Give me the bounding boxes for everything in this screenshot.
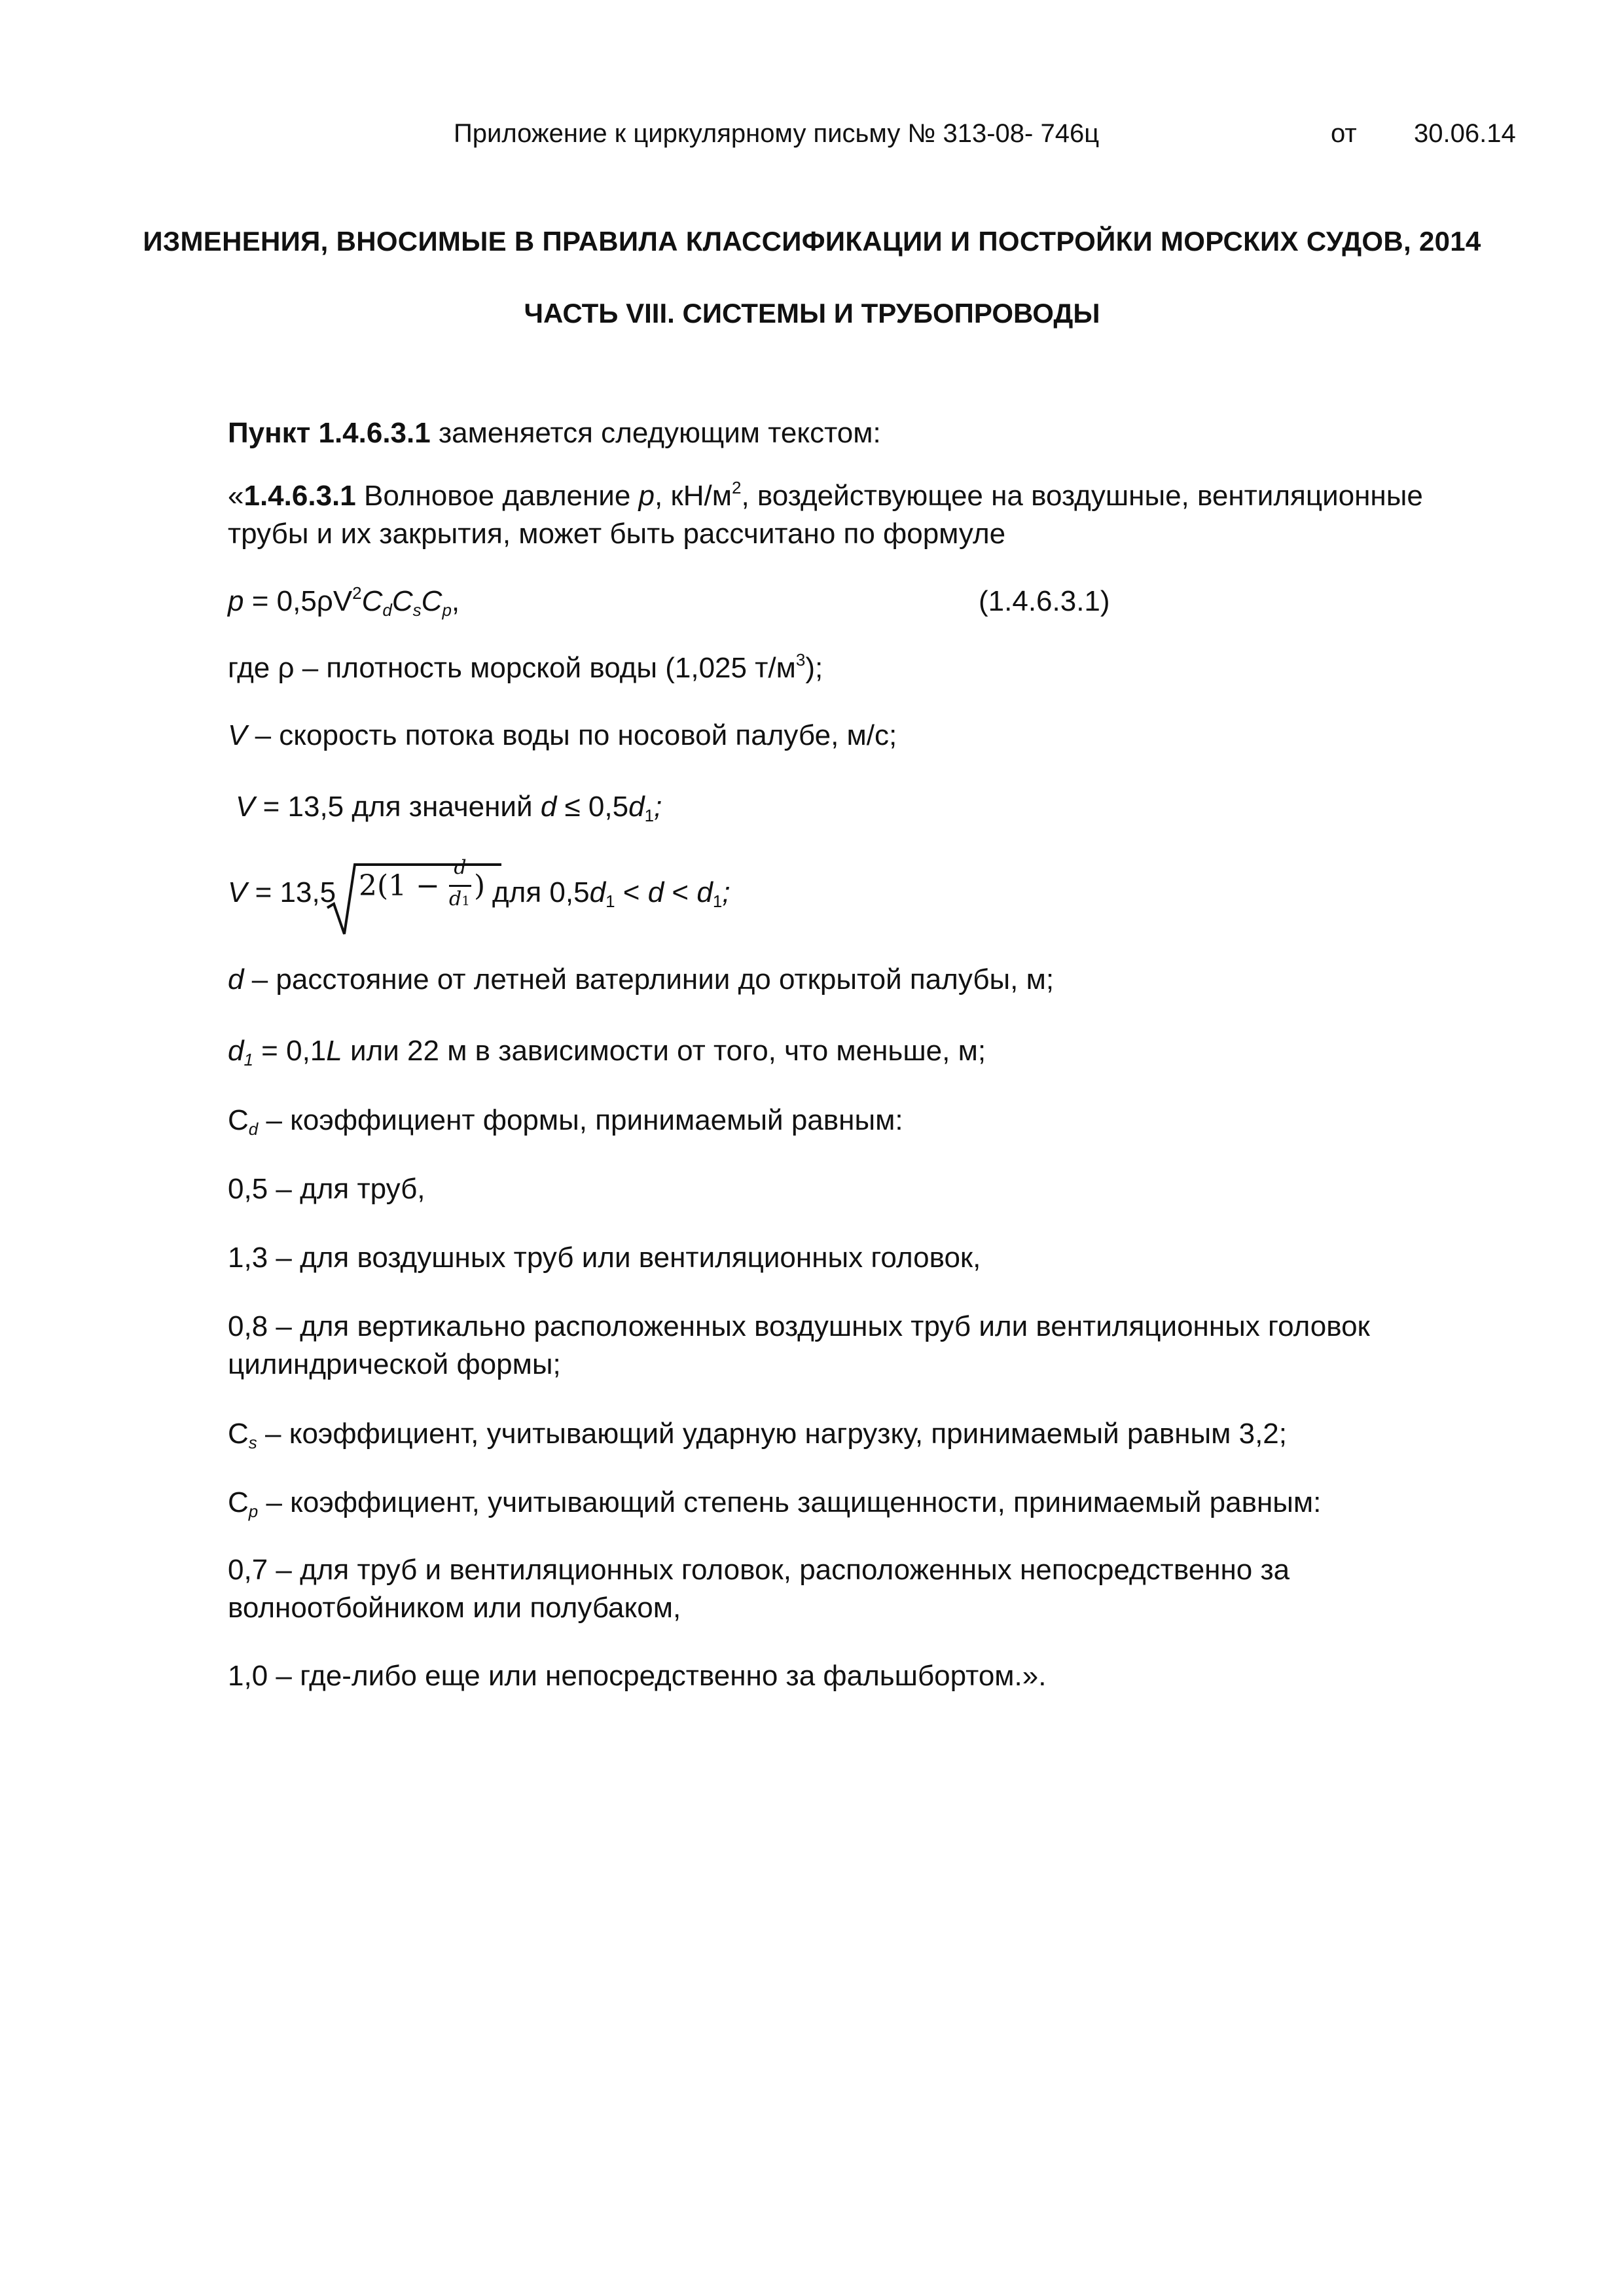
- cd-value-3: 0,8 – для вертикально расположенных воздушных труб или вентиляционных головок: [228, 1310, 1370, 1342]
- v1-sub: 1: [644, 806, 655, 825]
- v-text: – скорость потока воды по носовой палубе, м/с;: [247, 719, 897, 751]
- v2-eq: = 13,5: [247, 876, 336, 908]
- clause-text-unit: , кН/м: [655, 480, 732, 512]
- v1-var: V: [236, 791, 255, 823]
- v2-end: ;: [722, 876, 731, 908]
- formula-eq: = 0,5ρV: [244, 585, 353, 617]
- formula-sup: 2: [352, 583, 362, 603]
- formula-p: p: [228, 585, 244, 617]
- v-case-2-lead: [228, 872, 336, 913]
- sqrt-lead: 2(1 −: [359, 869, 441, 903]
- cs-text: – коэффициент, учитывающий ударную нагрузку, принимаемый равным 3,2;: [257, 1418, 1287, 1450]
- appendix-reference: Приложение к циркулярному письму № 313-08- 746ц: [454, 119, 1100, 148]
- v2-d1b: d: [696, 876, 713, 908]
- intro-line: [228, 413, 881, 454]
- cp-value-1-cont: волноотбойником или полубаком,: [228, 1592, 681, 1624]
- v1-text: = 13,5 для значений: [255, 791, 541, 823]
- letter-date: 30.06.14: [1414, 119, 1516, 148]
- v2-var: V: [228, 876, 247, 908]
- d1-text: или 22 м в зависимости от того, что меньше, м;: [342, 1035, 986, 1067]
- v1-d: d: [540, 791, 557, 823]
- cd-value-3-cont: цилиндрической формы;: [228, 1348, 561, 1380]
- v-case-2-condition: [492, 872, 731, 913]
- clause-var-p: p: [638, 480, 655, 512]
- d1-definition: [228, 1031, 986, 1071]
- formula-c1-sub: d: [382, 600, 392, 620]
- v-var: V: [228, 719, 247, 751]
- from-label: от: [1331, 119, 1357, 148]
- frac-bar: [449, 885, 471, 887]
- formula-line: [228, 581, 460, 622]
- v2-lt: <: [615, 876, 648, 908]
- v1-d1: d: [628, 791, 645, 823]
- d1-var: d: [228, 1035, 244, 1067]
- v2-text: для 0,5: [492, 876, 590, 908]
- part-heading: ЧАСТЬ VIII. СИСТЕМЫ И ТРУБОПРОВОДЫ: [524, 298, 1100, 329]
- open-quote: «: [228, 480, 244, 512]
- cd-value-1: 0,5 – для труб,: [228, 1173, 425, 1205]
- cs-definition: [228, 1414, 1287, 1454]
- v2-sub1a: 1: [605, 891, 615, 911]
- rho-sup: 3: [795, 650, 806, 670]
- formula-end: ,: [451, 585, 460, 617]
- sqrt-close: ): [474, 869, 486, 903]
- formula-c2-sub: s: [412, 600, 422, 620]
- clause-number: 1.4.6.3.1: [244, 480, 356, 512]
- v1-end: ;: [654, 791, 662, 823]
- frac-den-sub: 1: [461, 893, 470, 908]
- cp-c: C: [228, 1486, 249, 1518]
- v-case-1: [236, 787, 662, 827]
- v2-d1a: d: [589, 876, 606, 908]
- clause-text-before: Волновое давление: [355, 480, 639, 512]
- d-definition: [228, 960, 1054, 1000]
- rho-end: );: [805, 652, 823, 684]
- formula-c2: C: [391, 585, 413, 617]
- v2-d: d: [647, 876, 664, 908]
- intro-text: заменяется следующим текстом:: [430, 417, 881, 449]
- cd-definition: [228, 1100, 903, 1141]
- d1-eq: = 0,1: [253, 1035, 327, 1067]
- cd-text: – коэффициент формы, принимаемый равным:: [258, 1104, 903, 1136]
- frac-numerator: d: [454, 856, 467, 879]
- d-text: – расстояние от летней ватерлинии до открытой палубы, м;: [244, 963, 1055, 996]
- cd-sub: d: [248, 1119, 259, 1139]
- cd-c: C: [228, 1104, 249, 1136]
- clause-line-2: трубы и их закрытия, может быть рассчитано по формуле: [228, 518, 1006, 550]
- rho-text: где ρ – плотность морской воды (1,025 т/м: [228, 652, 796, 684]
- formula-c1: C: [361, 585, 383, 617]
- cs-sub: s: [248, 1433, 257, 1452]
- frac-denominator: [449, 888, 470, 910]
- clause-text-after: , воздействующее на воздушные, вентиляционные: [741, 480, 1423, 512]
- cp-sub: p: [248, 1501, 259, 1521]
- rho-definition: [228, 648, 823, 689]
- cd-value-2: 1,3 – для воздушных труб или вентиляционных головок,: [228, 1242, 981, 1274]
- v1-le: ≤ 0,5: [556, 791, 629, 823]
- v2-sub1b: 1: [712, 891, 723, 911]
- formula-c3: C: [421, 585, 442, 617]
- d-var: d: [228, 963, 244, 996]
- d1-sub: 1: [244, 1050, 253, 1069]
- clause-line-1: [228, 476, 1423, 516]
- v-definition: [228, 715, 897, 756]
- cp-definition: [228, 1482, 1321, 1523]
- v2-lt2: <: [664, 876, 697, 908]
- cp-value-2: 1,0 – где-либо еще или непосредственно за фальшбортом.».: [228, 1660, 1047, 1692]
- frac-den-var: d: [449, 888, 462, 910]
- document-title: ИЗМЕНЕНИЯ, ВНОСИМЫЕ В ПРАВИЛА КЛАССИФИКАЦИИ И ПОСТРОЙКИ МОРСКИХ СУДОВ, 2014: [143, 226, 1481, 257]
- formula-c3-sub: p: [442, 600, 452, 620]
- cs-c: C: [228, 1418, 249, 1450]
- formula-number: (1.4.6.3.1): [979, 585, 1110, 617]
- d1-L: L: [326, 1035, 342, 1067]
- clause-sup: 2: [731, 478, 742, 497]
- cp-value-1: 0,7 – для труб и вентиляционных головок, расположенных непосредственно за: [228, 1554, 1290, 1586]
- intro-label: Пункт 1.4.6.3.1: [228, 417, 431, 449]
- cp-text: – коэффициент, учитывающий степень защищенности, принимаемый равным:: [258, 1486, 1322, 1518]
